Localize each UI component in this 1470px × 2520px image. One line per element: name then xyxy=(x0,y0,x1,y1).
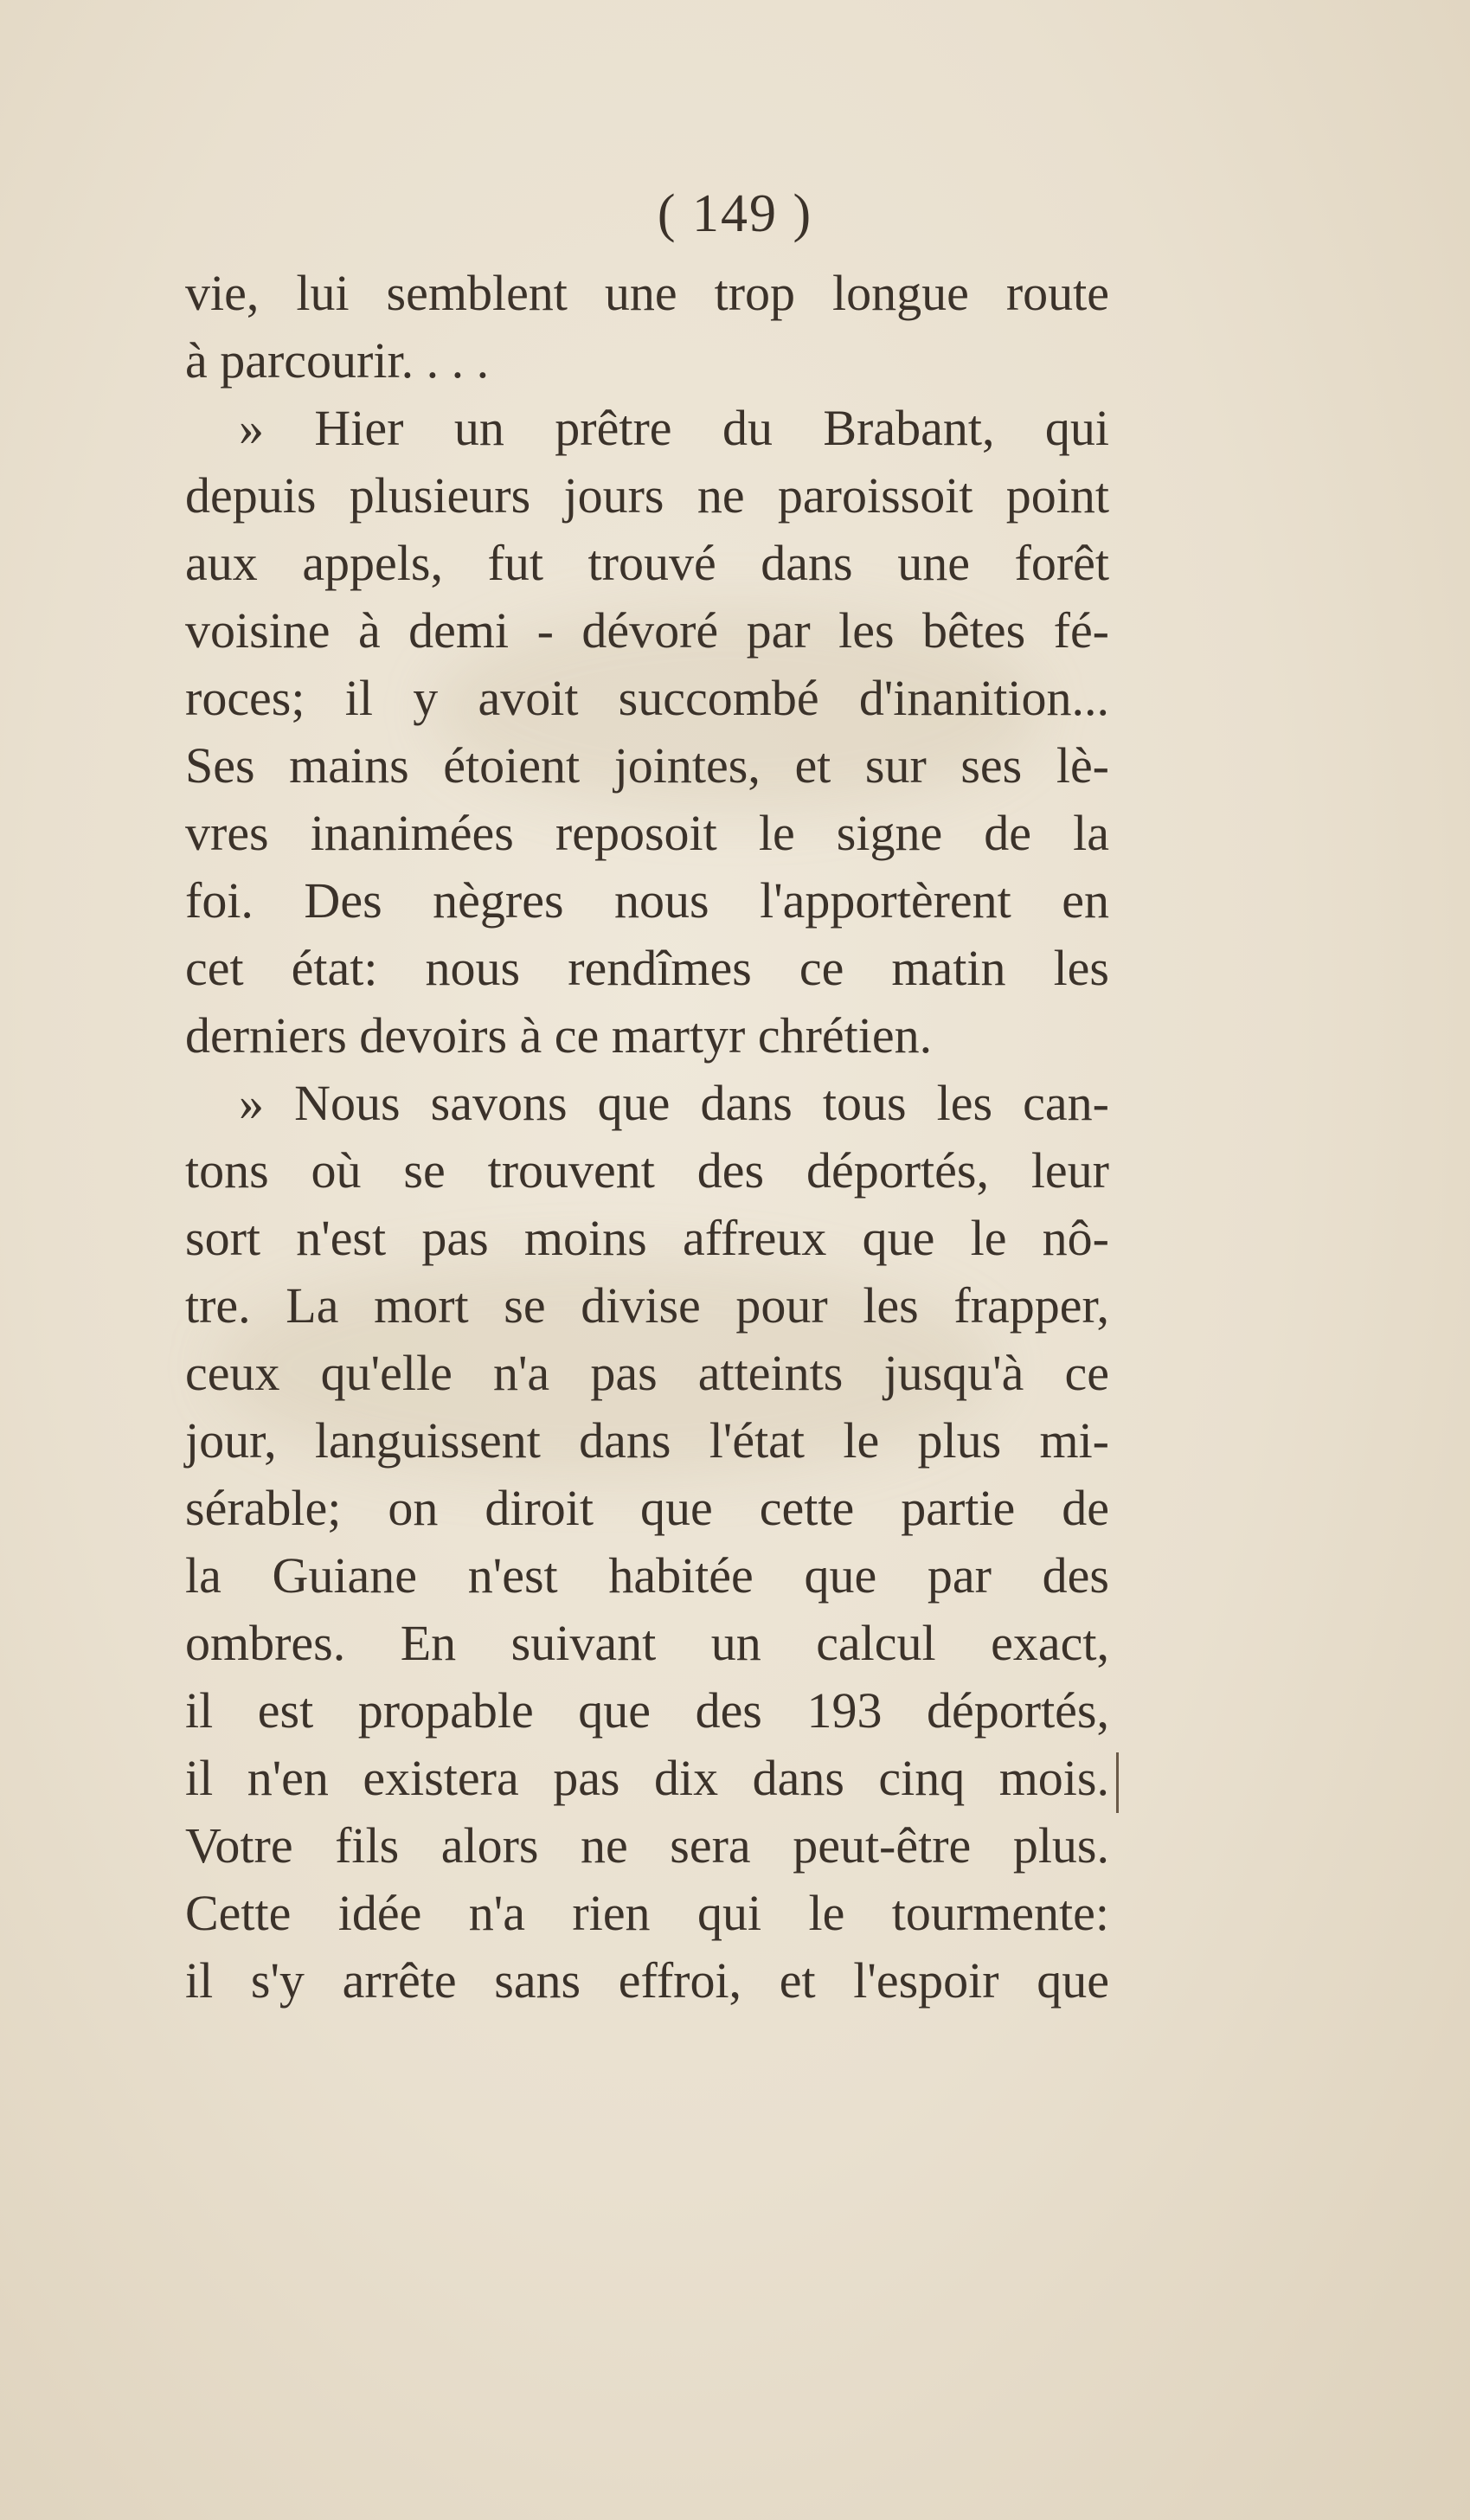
text-line: cet état: nous rendîmes ce matin les xyxy=(185,940,1109,996)
text-line: voisine à demi - dévoré par les bêtes fé- xyxy=(185,602,1109,659)
text-line: derniers devoirs à ce martyr chrétien. xyxy=(185,1007,933,1064)
text-line: vie, lui semblent une trop longue route xyxy=(185,265,1109,321)
text-line: ombres. En suivant un calcul exact, xyxy=(185,1615,1109,1671)
text-line: jour, languissent dans l'état le plus mi- xyxy=(185,1412,1109,1469)
text-line: aux appels, fut trouvé dans une forêt xyxy=(185,535,1109,591)
text-line: sérable; on diroit que cette partie de xyxy=(185,1480,1109,1536)
text-line: Cette idée n'a rien qui le tourmente: xyxy=(185,1885,1109,1941)
body-text xyxy=(185,260,1109,2015)
text-line: » Hier un prêtre du Brabant, qui xyxy=(239,400,1109,456)
text-line: Ses mains étoient jointes, et sur ses lè- xyxy=(185,737,1109,794)
text-line: tons où se trouvent des déportés, leur xyxy=(185,1142,1109,1199)
text-line: tre. La mort se divise pour les frapper, xyxy=(185,1277,1109,1334)
text-line: ceux qu'elle n'a pas atteints jusqu'à ce xyxy=(185,1345,1109,1401)
text-line: il s'y arrête sans effroi, et l'espoir que xyxy=(185,1952,1109,2009)
text-line: depuis plusieurs jours ne paroissoit point xyxy=(185,467,1109,524)
text-line: il est propable que des 193 déportés, xyxy=(185,1682,1109,1739)
margin-pencil-mark xyxy=(1116,1752,1119,1813)
text-line: à parcourir. . . . xyxy=(185,332,490,389)
text-line: Votre fils alors ne sera peut-être plus. xyxy=(185,1817,1109,1874)
text-line: » Nous savons que dans tous les can- xyxy=(239,1075,1109,1131)
text-line: sort n'est pas moins affreux que le nô- xyxy=(185,1210,1109,1266)
text-line: roces; il y avoit succombé d'inanition... xyxy=(185,670,1109,726)
text-line: vres inanimées reposoit le signe de la xyxy=(185,805,1109,861)
text-line: la Guiane n'est habitée que par des xyxy=(185,1547,1109,1604)
text-line: il n'en existera pas dix dans cinq mois. xyxy=(185,1750,1109,1806)
page-number: ( 149 ) xyxy=(657,184,813,243)
text-line: foi. Des nègres nous l'apportèrent en xyxy=(185,872,1109,929)
